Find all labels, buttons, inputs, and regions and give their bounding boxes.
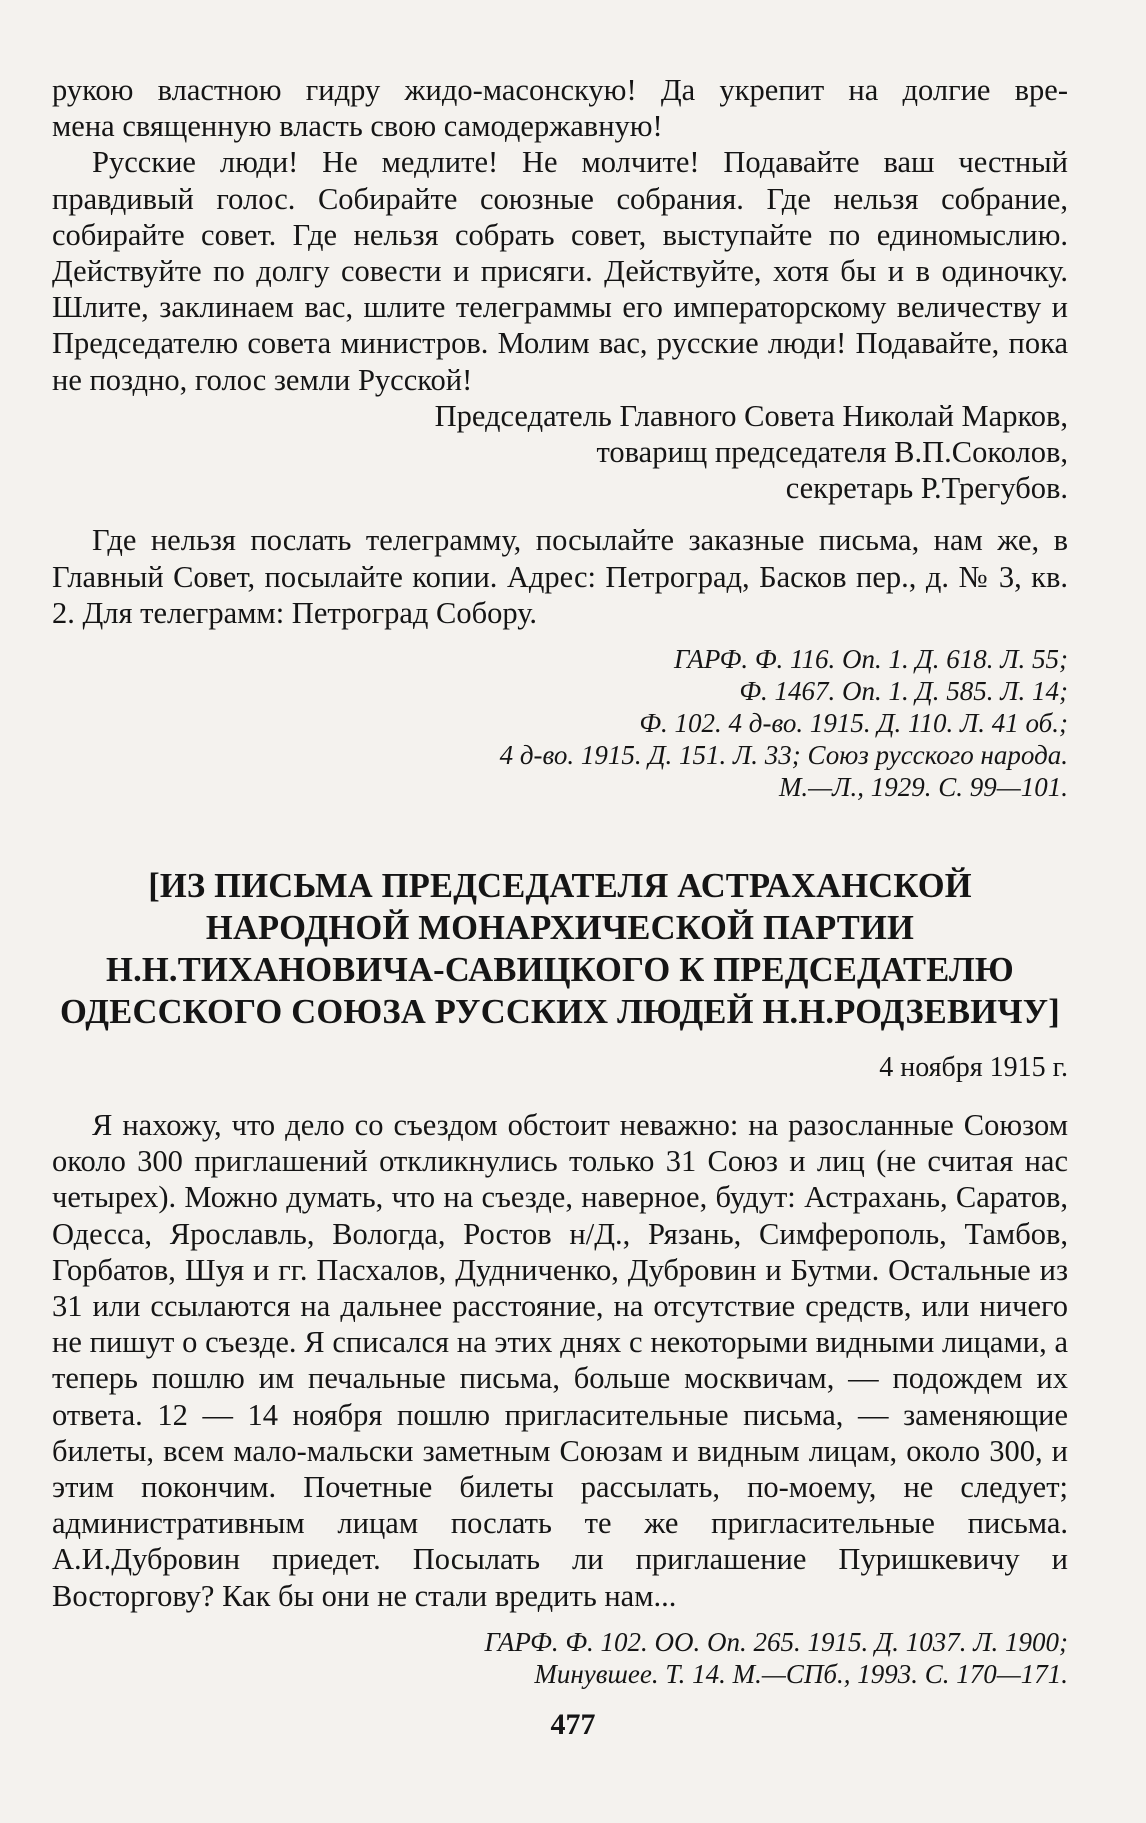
source-line: М.—Л., 1929. С. 99—101. xyxy=(778,772,1068,803)
intro-line: мена священную власть свою самодержавную! xyxy=(52,109,663,144)
signature-line: секретарь Р.Трегубов. xyxy=(785,471,1068,506)
postscript-text: Где нельзя послать телеграмму, посылайте заказные письма, нам же, в Главный Совет, посылайте копии. Адрес: Петроград, Басков пер., д. № 3, кв. 2. Для телеграмм: Петроград Собору. xyxy=(52,523,1068,630)
intro-line: рукою властною гидру жидо-масонскую! Да укрепит на долгие вре- xyxy=(52,73,1068,107)
signature-line: Председатель Главного Совета Николай Марков, xyxy=(434,398,1068,433)
appeal-paragraph xyxy=(52,144,1068,397)
letter-text: Я нахожу, что дело со съездом обстоит неважно: на разосланные Союзом около 300 приглашений откликнулись только 31 Союз и лиц (не считая нас четырех). Можно думать, что на съезде, наверное, будут: Астрахань, Саратов, Одесса, Ярославль, Вологда, Ростов н/Д., Рязань, Симферополь, Тамбов, Горбатов, Шуя и гг. Пасхалов, Дудниченко, Дубровин и Бутми. Остальные из 31 или ссылаются на дальнее расстояние, на отсутствие средств, или ничего не пишут о съезде. Я списался на этих днях с некоторыми видными лицами, а теперь пошлю им печальные письма, больше москвичам, — подождем их ответа. 12 — 14 ноября пошлю пригласительные письма, — заменяющие билеты, всем мало-мальски заметным Союзам и видным лицам, около 300, и этим покончим. Почетные билеты рассылать, по-моему, не следует; административным лицам послать те же пригласительные письма. А.И.Дубровин приедет. Посылать ли приглашение Пуришкевичу и Восторгову? Как бы они не стали вредить нам... xyxy=(52,1108,1068,1613)
postscript-paragraph xyxy=(52,522,1068,631)
source-line: Ф. 102. 4 д-во. 1915. Д. 110. Л. 41 об.; xyxy=(639,708,1068,739)
heading-line: Н.Н.ТИХАНОВИЧА-САВИЦКОГО К ПРЕДСЕДАТЕЛЮ xyxy=(106,951,1014,990)
heading-line: ОДЕССКОГО СОЮЗА РУССКИХ ЛЮДЕЙ Н.Н.РОДЗЕВИЧУ] xyxy=(59,993,1060,1032)
source-line: ГАРФ. Ф. 102. ОО. Оп. 265. 1915. Д. 1037. Л. 1900; xyxy=(484,1626,1068,1657)
source-line: ГАРФ. Ф. 116. Оп. 1. Д. 618. Л. 55; xyxy=(674,644,1068,675)
source-line: Ф. 1467. Оп. 1. Д. 585. Л. 14; xyxy=(739,676,1068,707)
signature-block xyxy=(52,398,1068,507)
appeal-text: Русские люди! Не медлите! Не молчите! Подавайте ваш честный правдивый голос. Собирайте союзные собрания. Где нельзя собрание, собирайте совет. Где нельзя собрать совет, выступайте по единомыслию. Действуйте по долгу совести и присяги. Действуйте, хотя бы и в одиночку. Шлите, заклинаем вас, шлите телеграммы его императорскому величеству и Председателю совета министров. Молим вас, русские люди! Подавайте, пока не поздно, голос земли Русской! xyxy=(52,145,1068,397)
heading-line: [ИЗ ПИСЬМА ПРЕДСЕДАТЕЛЯ АСТРАХАНСКОЙ xyxy=(148,867,972,906)
source-line: 4 д-во. 1915. Д. 151. Л. 33; Союз русского народа. xyxy=(499,740,1068,771)
page-number: 477 xyxy=(550,1708,596,1741)
document-page xyxy=(52,72,1068,1690)
letter-date: 4 ноября 1915 г. xyxy=(879,1052,1068,1084)
source-citation-2 xyxy=(52,1626,1068,1690)
source-line: Минувшее. Т. 14. М.—СПб., 1993. С. 170—171. xyxy=(534,1658,1068,1689)
letter-paragraph xyxy=(52,1107,1068,1614)
source-citation-1 xyxy=(52,643,1068,803)
section-heading xyxy=(52,865,1068,1033)
heading-line: НАРОДНОЙ МОНАРХИЧЕСКОЙ ПАРТИИ xyxy=(205,909,915,948)
signature-line: товарищ председателя В.П.Соколов, xyxy=(596,435,1068,470)
intro-paragraph xyxy=(52,72,1068,144)
